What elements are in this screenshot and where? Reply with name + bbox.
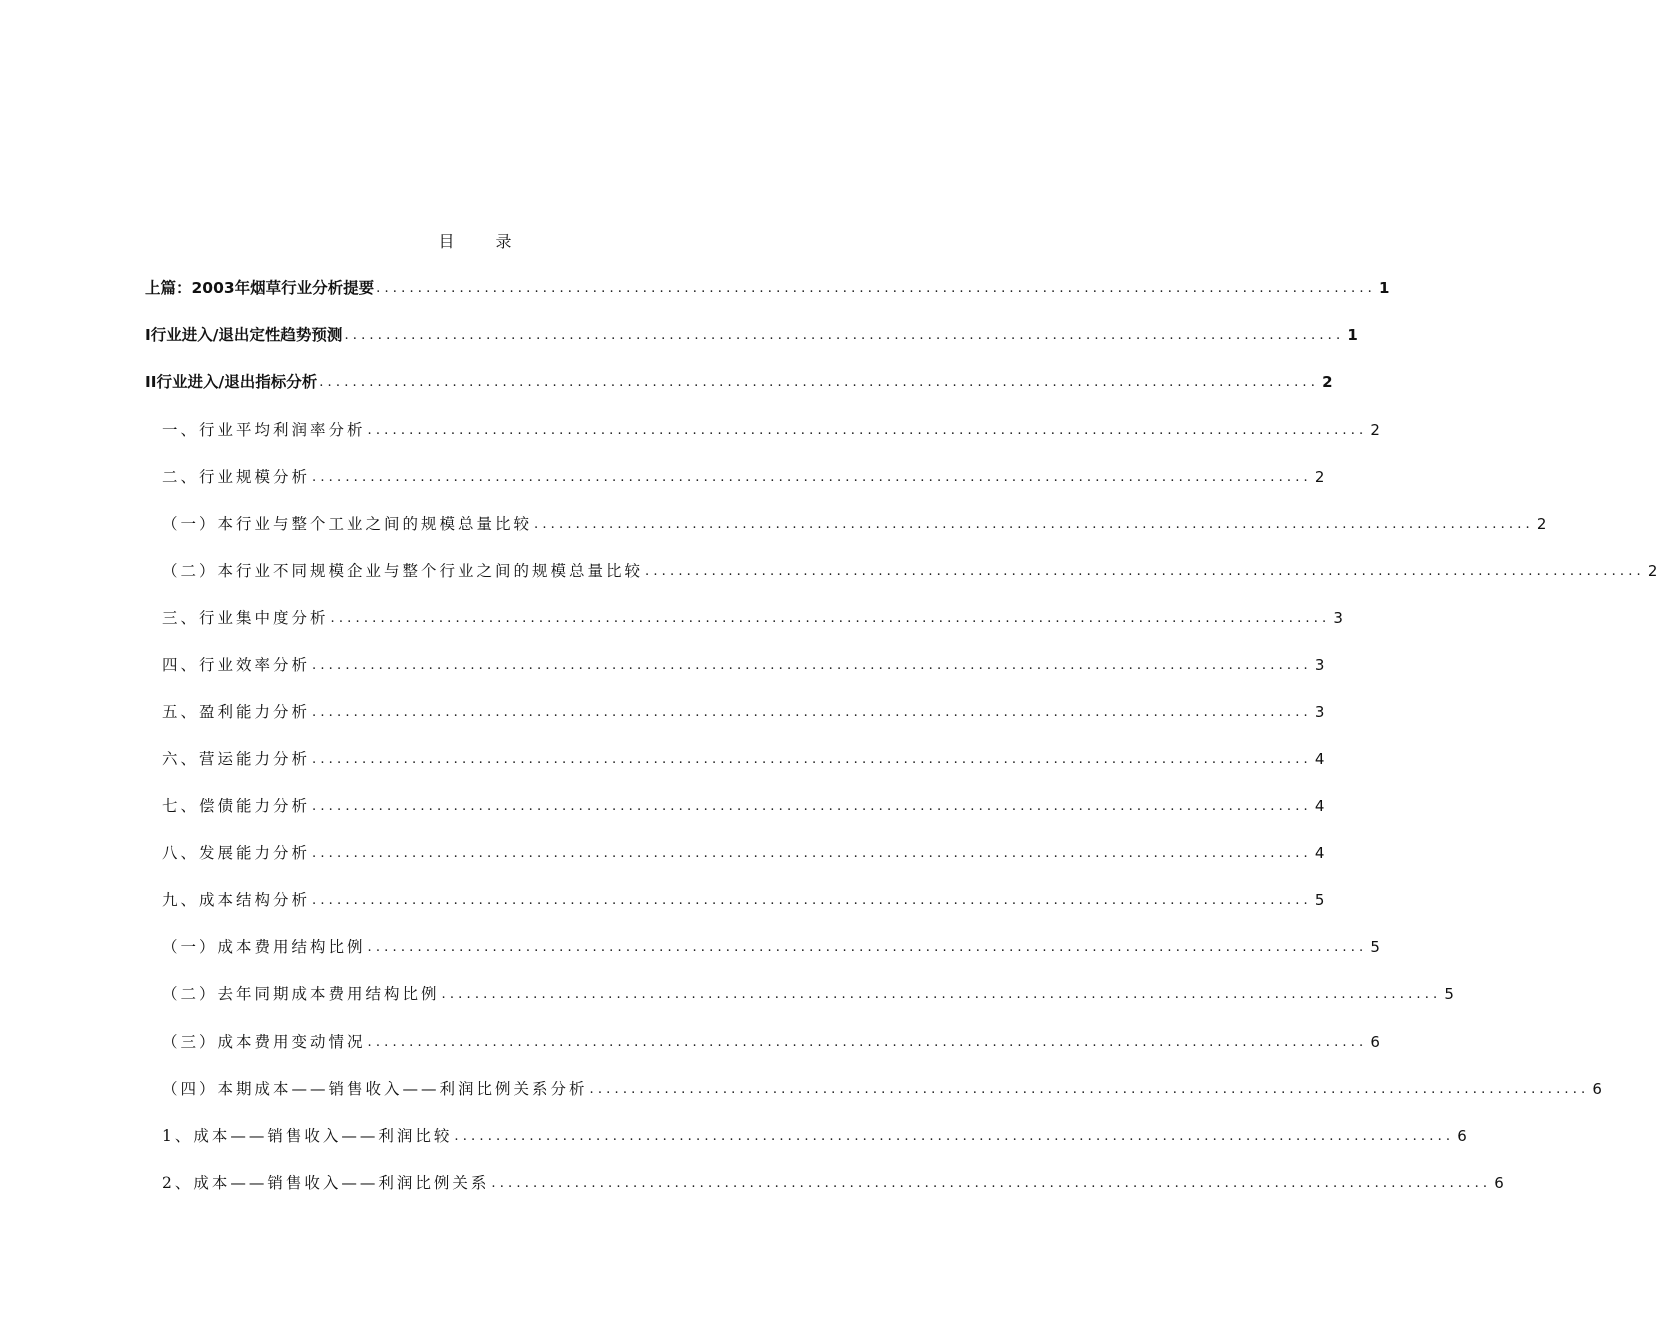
toc-entry-label: 二、行业规模分析 [162, 468, 311, 486]
toc-entry-page: 5 [1314, 891, 1325, 909]
toc-entry-page: 4 [1314, 750, 1325, 768]
toc-entry[interactable] [145, 276, 1390, 300]
toc-entry[interactable] [162, 700, 1325, 724]
toc-entry[interactable] [162, 935, 1380, 959]
toc-entry-page: 1 [1379, 279, 1390, 297]
toc-entry[interactable] [162, 982, 1454, 1006]
toc-leader-dots: ........................................................................................................................ [367, 940, 1368, 955]
toc-leader-dots: ........................................................................................................................ [312, 658, 1312, 673]
toc-entry-label: 九、成本结构分析 [162, 891, 311, 909]
toc-leader-dots: ........................................................................................................................ [367, 1035, 1368, 1050]
toc-leader-dots: ........................................................................................................................ [376, 281, 1377, 296]
toc-entry-label: （四）本期成本——销售收入——利润比例关系分析 [162, 1080, 588, 1098]
toc-leader-dots: ........................................................................................................................ [312, 799, 1312, 814]
toc-entry-page: 5 [1444, 985, 1454, 1003]
toc-entry-page: 2 [1536, 515, 1547, 533]
toc-leader-dots: ........................................................................................................................ [312, 893, 1312, 908]
toc-entry[interactable] [162, 606, 1343, 630]
toc-entry-label: （二）去年同期成本费用结构比例 [162, 985, 440, 1003]
toc-leader-dots: ........................................................................................................................ [645, 564, 1645, 579]
toc-entry[interactable] [162, 1077, 1602, 1101]
toc-leader-dots: ........................................................................................................................ [312, 752, 1312, 767]
toc-entry-label: 六、营运能力分析 [162, 750, 311, 768]
toc-leader-dots: ........................................................................................................................ [344, 328, 1345, 343]
toc-entry[interactable] [162, 512, 1547, 536]
toc-leader-dots: ........................................................................................................................ [330, 611, 1331, 626]
toc-entry[interactable] [162, 418, 1380, 442]
toc-entry[interactable] [162, 465, 1325, 489]
toc-entry-page: 6 [1370, 1033, 1380, 1051]
toc-entry-page: 4 [1314, 844, 1325, 862]
toc-entry-label: 七、偿债能力分析 [162, 797, 311, 815]
toc-entry-page: 6 [1592, 1080, 1602, 1098]
toc-leader-dots: ........................................................................................................................ [441, 987, 1442, 1002]
toc-entry-label: II行业进入/退出指标分析 [145, 373, 318, 391]
toc-entry-label: （一）本行业与整个工业之间的规模总量比较 [162, 515, 533, 533]
toc-entry[interactable] [145, 323, 1358, 347]
toc-title: 目 录 [438, 232, 530, 251]
toc-entry-page: 3 [1333, 609, 1343, 627]
toc-entry[interactable] [162, 1124, 1467, 1148]
toc-leader-dots: ........................................................................................................................ [534, 517, 1534, 532]
toc-entry-label: （一）成本费用结构比例 [162, 938, 366, 956]
toc-entry-page: 3 [1314, 703, 1325, 721]
toc-entry[interactable] [145, 370, 1333, 394]
toc-entry-page: 5 [1370, 938, 1380, 956]
toc-entry-page: 6 [1457, 1127, 1467, 1145]
toc-leader-dots: ........................................................................................................................ [312, 705, 1312, 720]
toc-entry[interactable] [162, 841, 1325, 865]
toc-leader-dots: ........................................................................................................................ [589, 1082, 1590, 1097]
toc-entry-page: 3 [1314, 656, 1325, 674]
toc-entry-label: 上篇：2003年烟草行业分析提要 [145, 279, 375, 297]
toc-entry-label: 四、行业效率分析 [162, 656, 311, 674]
toc-leader-dots: ........................................................................................................................ [454, 1129, 1455, 1144]
toc-entry[interactable] [162, 747, 1325, 771]
toc-entry[interactable] [162, 559, 1657, 583]
toc-entry[interactable] [162, 653, 1325, 677]
toc-entry-label: 五、盈利能力分析 [162, 703, 311, 721]
toc-entry-page: 2 [1370, 421, 1380, 439]
toc-leader-dots: ........................................................................................................................ [319, 375, 1320, 390]
toc-entry[interactable] [162, 1171, 1504, 1195]
toc-leader-dots: ........................................................................................................................ [312, 470, 1312, 485]
toc-entry-page: 6 [1494, 1174, 1504, 1192]
toc-entry-label: I行业进入/退出定性趋势预测 [145, 326, 343, 344]
toc-entry-label: 三、行业集中度分析 [162, 609, 329, 627]
toc-leader-dots: ........................................................................................................................ [312, 846, 1312, 861]
toc-entry-label: 一、行业平均利润率分析 [162, 421, 366, 439]
toc-entry-label: （三）成本费用变动情况 [162, 1033, 366, 1051]
toc-leader-dots: ........................................................................................................................ [491, 1176, 1492, 1191]
toc-entry-page: 2 [1314, 468, 1325, 486]
toc-entry-page: 4 [1314, 797, 1325, 815]
toc-entry-label: 2、成本——销售收入——利润比例关系 [162, 1174, 490, 1192]
toc-entry-label: 1、成本——销售收入——利润比较 [162, 1127, 453, 1145]
toc-entry-label: （二）本行业不同规模企业与整个行业之间的规模总量比较 [162, 562, 644, 580]
toc-leader-dots: ........................................................................................................................ [367, 423, 1368, 438]
toc-entry-page: 2 [1322, 373, 1333, 391]
toc-entry-label: 八、发展能力分析 [162, 844, 311, 862]
toc-entry[interactable] [162, 888, 1325, 912]
toc-entry-page: 2 [1647, 562, 1657, 580]
toc-entry[interactable] [162, 1030, 1380, 1054]
toc-entry[interactable] [162, 794, 1325, 818]
toc-entry-page: 1 [1347, 326, 1358, 344]
